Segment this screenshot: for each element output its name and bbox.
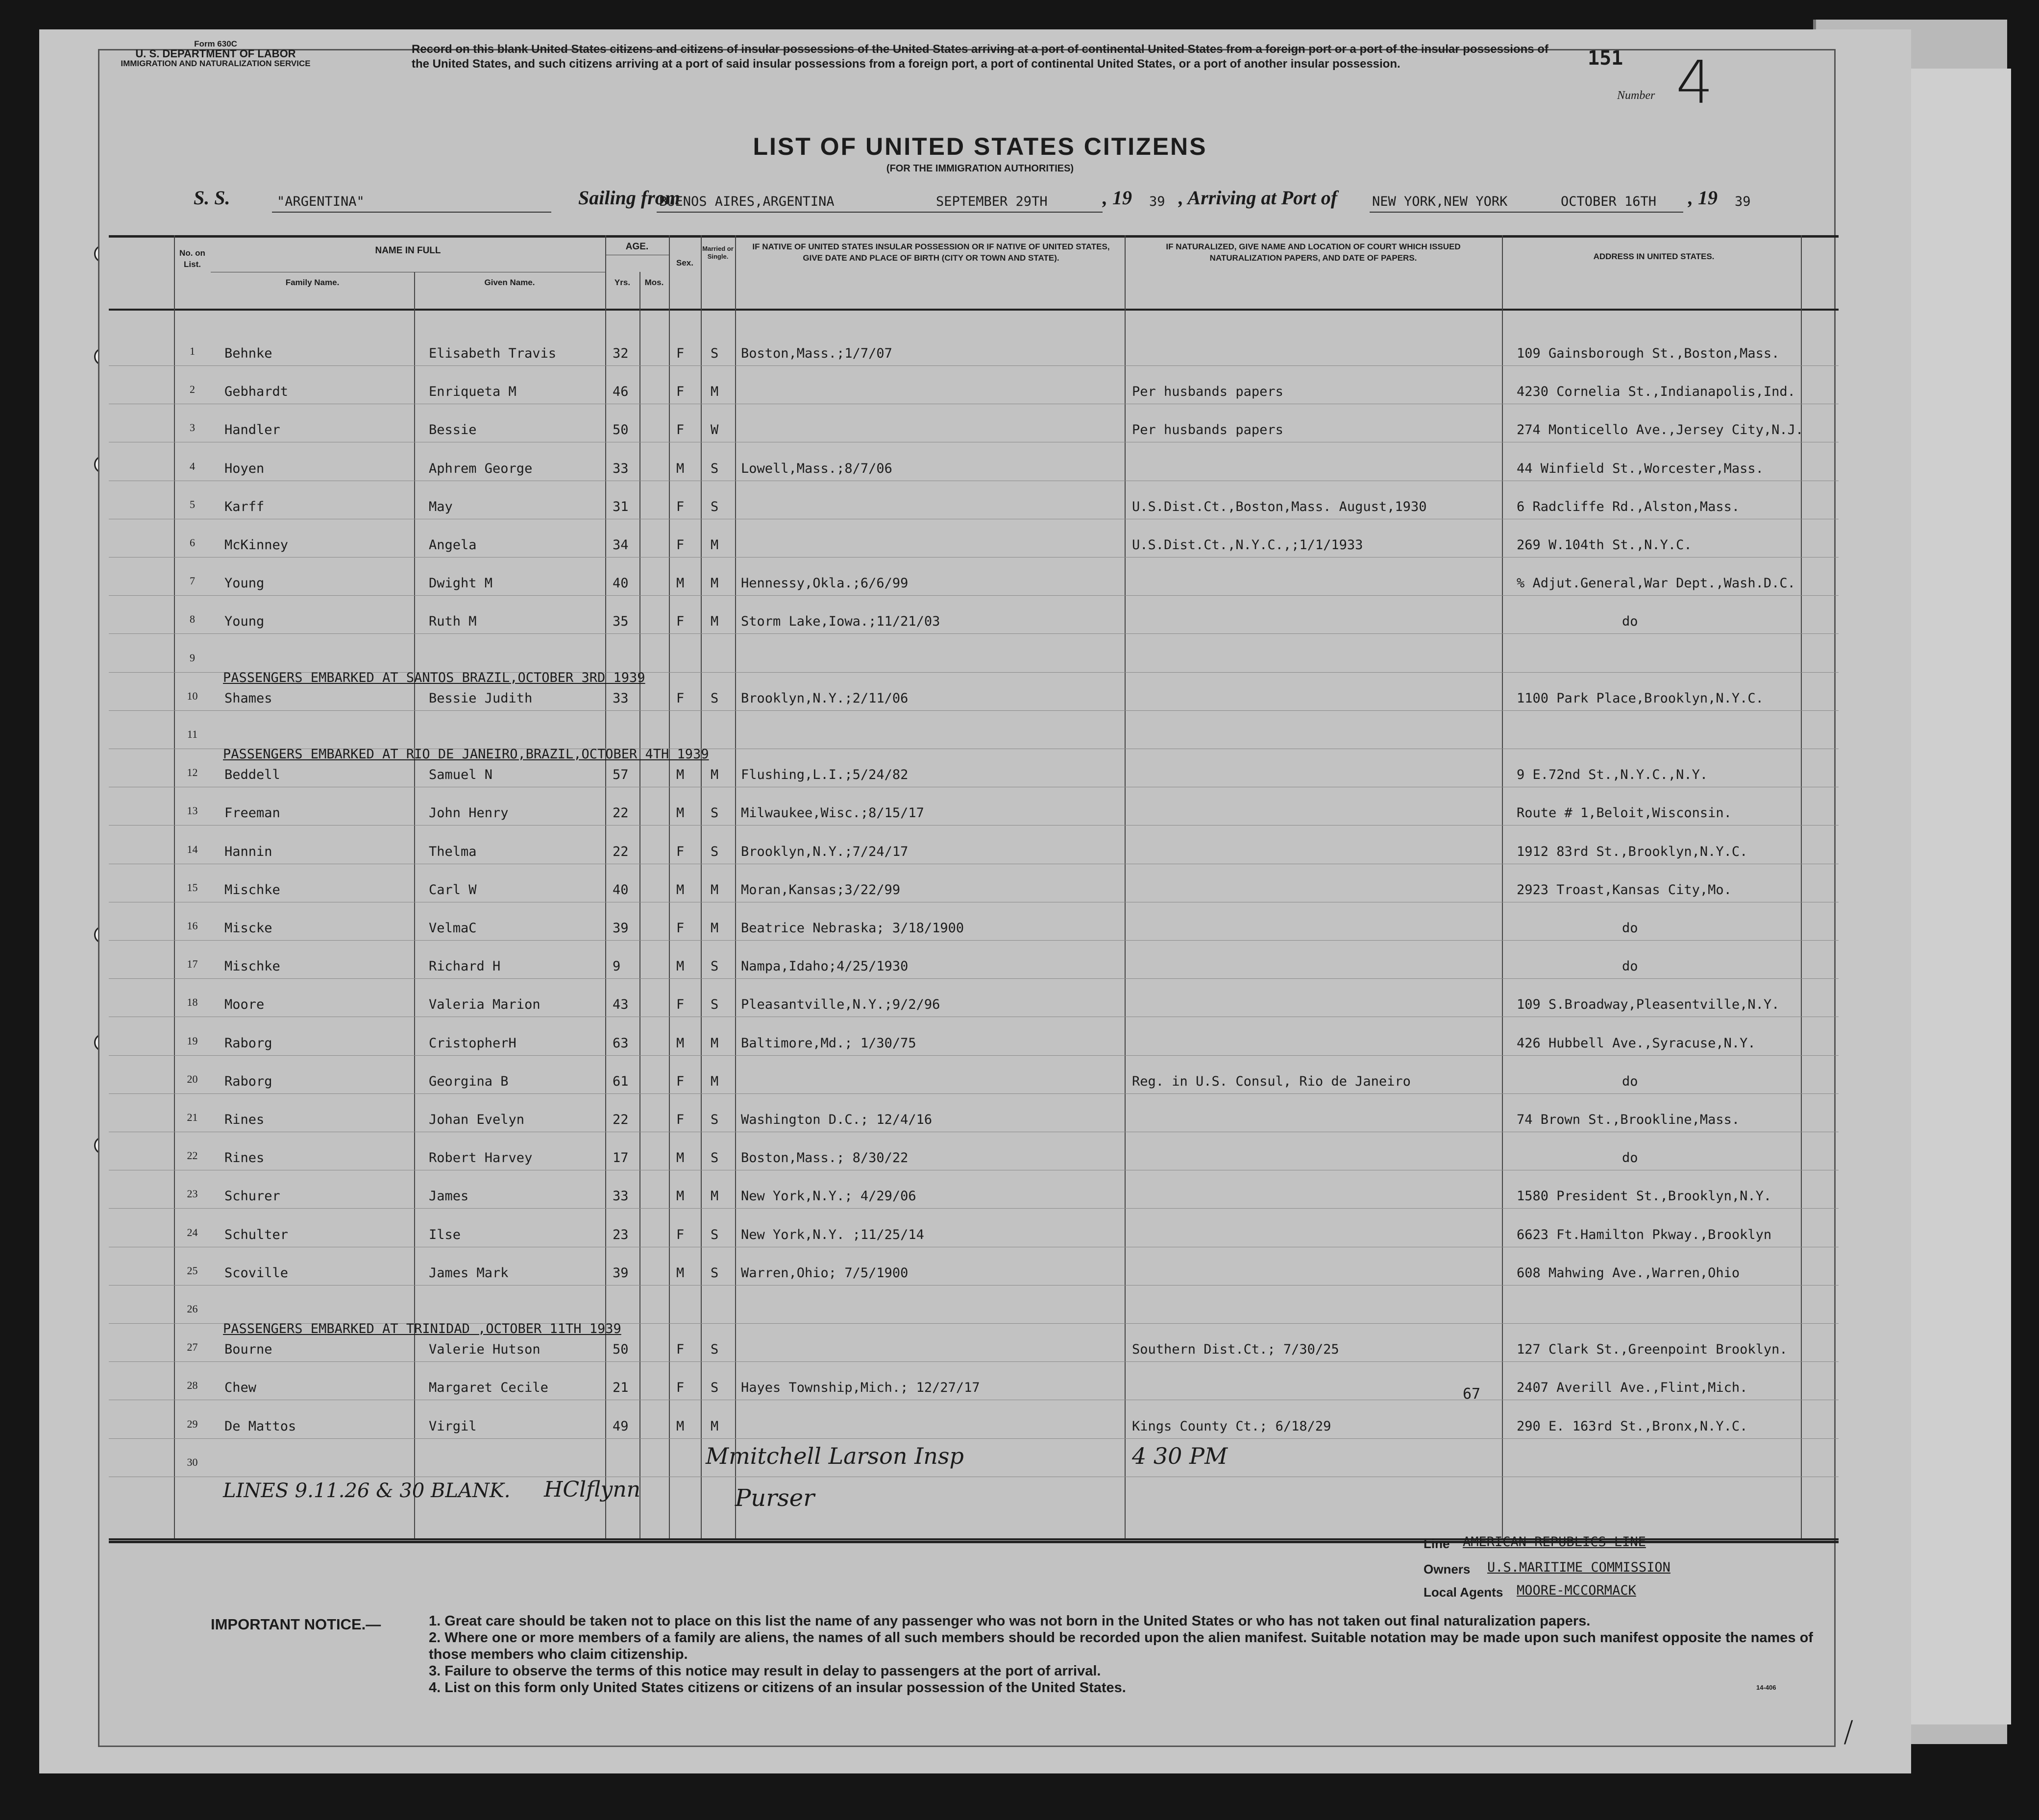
- given-name: James Mark: [429, 1265, 509, 1281]
- given-name: Dwight M: [429, 576, 493, 591]
- sex: F: [676, 690, 685, 706]
- age-years: 9: [613, 959, 621, 974]
- birth-place-date: Moran,Kansas;3/22/99: [741, 882, 901, 898]
- row-number: 29: [187, 1417, 198, 1430]
- family-name: Freeman: [224, 805, 280, 821]
- family-name: Mischke: [224, 959, 280, 974]
- notice-item-3: 3. Failure to observe the terms of this notice may result in delay to passengers at the port of arrival.: [429, 1663, 1101, 1679]
- time-note: 4 30 PM: [1132, 1443, 1228, 1469]
- given-name: Richard H: [429, 959, 501, 974]
- family-name: De Mattos: [224, 1418, 296, 1434]
- row-number: 22: [187, 1149, 198, 1162]
- birth-place-date: Brooklyn,N.Y.;2/11/06: [741, 690, 909, 706]
- row-rule: [109, 1055, 1839, 1056]
- row-rule: [109, 557, 1839, 558]
- notice-item-2: 2. Where one or more members of a family are aliens, the names of all such members should be recorded upon the alien manifest. Suitable notation may be made upon such manifest opposite the names of those members who claim citizenship.: [429, 1630, 1813, 1662]
- sex: M: [676, 1150, 685, 1166]
- sex: M: [676, 959, 685, 974]
- given-name: John Henry: [429, 805, 509, 821]
- row-number: 20: [187, 1072, 198, 1085]
- row-number: 16: [187, 920, 198, 932]
- address: 4230 Cornelia St.,Indianapolis,Ind.: [1517, 384, 1795, 400]
- marital-status: M: [711, 614, 719, 630]
- family-name: Moore: [224, 997, 265, 1013]
- column-rule: [701, 235, 702, 1538]
- age-years: 57: [613, 767, 629, 783]
- address: do: [1622, 959, 1638, 974]
- arrival-year: 39: [1735, 194, 1751, 209]
- family-name: Raborg: [224, 1073, 272, 1089]
- address: 2923 Troast,Kansas City,Mo.: [1517, 882, 1732, 898]
- family-name: Schulter: [224, 1227, 289, 1242]
- row-number: 8: [190, 613, 195, 626]
- marital-status: S: [711, 959, 719, 974]
- given-name: Thelma: [429, 844, 477, 859]
- sex: F: [676, 1073, 685, 1089]
- row-number: 26: [187, 1303, 198, 1315]
- marital-status: S: [711, 844, 719, 859]
- address: 274 Monticello Ave.,Jersey City,N.J.: [1517, 422, 1804, 438]
- record-instructions: Record on this blank United States citizens and citizens of insular possessions of the United States arriving at a port of continental United States from a foreign port or a port of the insular possessions of the United States, and such citizens arriving at a port of said insular possessions from a foreign port, a port of continental United States, or a port of another insular possession.: [412, 43, 1548, 71]
- birth-place-date: Storm Lake,Iowa.;11/21/03: [741, 614, 940, 630]
- given-name: Ruth M: [429, 614, 477, 630]
- arrival-port: NEW YORK,NEW YORK: [1372, 194, 1508, 209]
- birth-place-date: Hennessy,Okla.;6/6/99: [741, 576, 909, 591]
- birth-place-date: Boston,Mass.;1/7/07: [741, 346, 892, 361]
- family-name: Shames: [224, 690, 272, 706]
- row-number: 12: [187, 766, 198, 779]
- address: 44 Winfield St.,Worcester,Mass.: [1517, 461, 1764, 476]
- owners-value: U.S.MARITIME COMMISSION: [1487, 1560, 1671, 1575]
- marital-status: S: [711, 1265, 719, 1281]
- age-years: 21: [613, 1380, 629, 1396]
- birth-place-date: Pleasantville,N.Y.;9/2/96: [741, 997, 940, 1013]
- given-name: May: [429, 499, 453, 514]
- address: 1580 President St.,Brooklyn,N.Y.: [1517, 1189, 1772, 1204]
- age-years: 40: [613, 882, 629, 898]
- address: 426 Hubbell Ave.,Syracuse,N.Y.: [1517, 1035, 1756, 1051]
- col-header-married: Married or Single.: [702, 245, 734, 260]
- owners-label: Owners: [1424, 1562, 1471, 1577]
- blank-lines-note: LINES 9.11.26 & 30 BLANK.: [223, 1480, 511, 1502]
- address: 269 W.104th St.,N.Y.C.: [1517, 537, 1692, 553]
- family-name: McKinney: [224, 537, 289, 553]
- given-name: Enriqueta M: [429, 384, 516, 400]
- given-name: Aphrem George: [429, 461, 533, 476]
- underline: [657, 212, 1103, 213]
- given-name: Johan Evelyn: [429, 1112, 525, 1127]
- row-rule: [109, 365, 1839, 366]
- age-years: 39: [613, 1265, 629, 1281]
- sex: F: [676, 1227, 685, 1242]
- address: % Adjut.General,War Dept.,Wash.D.C.: [1517, 576, 1795, 591]
- address: 1100 Park Place,Brooklyn,N.Y.C.: [1517, 690, 1764, 706]
- given-name: CristopherH: [429, 1035, 516, 1051]
- birth-place-date: Brooklyn,N.Y.;7/24/17: [741, 844, 909, 859]
- given-name: VelmaC: [429, 921, 477, 936]
- inspector-signature: Mmitchell Larson Insp: [706, 1443, 964, 1469]
- agents-value: MOORE-MCCORMACK: [1517, 1583, 1636, 1598]
- row-number: 13: [187, 804, 198, 817]
- row-number: 28: [187, 1379, 198, 1392]
- col-header-given: Given Name.: [484, 278, 535, 287]
- marital-status: M: [711, 1035, 719, 1051]
- col-header-sex: Sex.: [676, 258, 693, 267]
- sex: F: [676, 1380, 685, 1396]
- age-years: 33: [613, 690, 629, 706]
- given-name: Valerie Hutson: [429, 1342, 540, 1358]
- address: 109 Gainsborough St.,Boston,Mass.: [1517, 346, 1780, 361]
- family-name: Gebhardt: [224, 384, 289, 400]
- given-name: Carl W: [429, 882, 477, 898]
- marital-status: S: [711, 997, 719, 1013]
- family-name: Miscke: [224, 921, 272, 936]
- row-number: 5: [190, 498, 195, 510]
- family-name: Raborg: [224, 1035, 272, 1051]
- row-number: 1: [190, 345, 195, 357]
- departure-date: SEPTEMBER 29TH: [936, 194, 1048, 209]
- underline: [272, 212, 551, 213]
- address: 74 Brown St.,Brookline,Mass.: [1517, 1112, 1740, 1127]
- sex: M: [676, 1418, 685, 1434]
- sailing-label: Sailing from: [578, 187, 680, 209]
- age-years: 23: [613, 1227, 629, 1242]
- column-rule: [735, 235, 736, 1538]
- row-rule: [109, 978, 1839, 979]
- row-number: 3: [190, 421, 195, 434]
- row-rule: [109, 1361, 1839, 1362]
- family-name: Beddell: [224, 767, 280, 783]
- address: 1912 83rd St.,Brooklyn,N.Y.C.: [1517, 844, 1748, 859]
- given-name: Margaret Cecile: [429, 1380, 548, 1396]
- age-years: 35: [613, 614, 629, 630]
- marital-status: S: [711, 1150, 719, 1166]
- marital-status: S: [711, 461, 719, 476]
- row-number: 11: [187, 728, 198, 740]
- naturalization: U.S.Dist.Ct.,Boston,Mass. August,1930: [1132, 499, 1427, 514]
- address: 127 Clark St.,Greenpoint Brooklyn.: [1517, 1342, 1788, 1358]
- sex: F: [676, 422, 685, 438]
- section-heading: PASSENGERS EMBARKED AT TRINIDAD ,OCTOBER 11TH 1939: [223, 1321, 621, 1336]
- row-number: 18: [187, 996, 198, 1009]
- back-page-edge: [1901, 69, 2011, 1724]
- service-name: IMMIGRATION AND NATURALIZATION SERVICE: [121, 59, 311, 68]
- marital-status: M: [711, 882, 719, 898]
- birth-place-date: Warren,Ohio; 7/5/1900: [741, 1265, 909, 1281]
- ship-name: "ARGENTINA": [277, 194, 365, 209]
- col-header-birth: IF NATIVE OF UNITED STATES INSULAR POSSESSION OR IF NATIVE OF UNITED STATES, GIVE DATE AND PLACE OF BIRTH (CITY OR TOWN AND STATE).: [752, 242, 1110, 263]
- form-identifier: [64, 39, 368, 69]
- departure-year: 39: [1149, 194, 1165, 209]
- notice-heading: IMPORTANT NOTICE.—: [211, 1616, 381, 1633]
- family-name: Bourne: [224, 1342, 272, 1358]
- given-name: Bessie Judith: [429, 690, 533, 706]
- address: do: [1622, 921, 1638, 936]
- page-title: LIST OF UNITED STATES CITIZENS: [753, 133, 1207, 160]
- sex: M: [676, 1265, 685, 1281]
- row-number: 7: [190, 575, 195, 587]
- birth-place-date: Nampa,Idaho;4/25/1930: [741, 959, 909, 974]
- marital-status: S: [711, 1342, 719, 1358]
- family-name: Behnke: [224, 346, 272, 361]
- row-number: 19: [187, 1034, 198, 1047]
- marital-status: M: [711, 921, 719, 936]
- row-rule: [109, 595, 1839, 596]
- row-rule: [109, 1208, 1839, 1209]
- birth-place-date: Milwaukee,Wisc.;8/15/17: [741, 805, 924, 821]
- marital-status: W: [711, 422, 719, 438]
- row-number: 17: [187, 958, 198, 971]
- row-number: 27: [187, 1341, 198, 1354]
- given-name: Ilse: [429, 1227, 461, 1242]
- age-years: 50: [613, 1342, 629, 1358]
- marital-status: M: [711, 1189, 719, 1204]
- given-name: Bessie: [429, 422, 477, 438]
- row-number: 21: [187, 1111, 198, 1123]
- check-mark: /: [1843, 1715, 1854, 1749]
- sex: M: [676, 767, 685, 783]
- sex: M: [676, 1035, 685, 1051]
- family-name: Chew: [224, 1380, 257, 1396]
- form-number: Form 630C: [194, 39, 237, 49]
- given-name: Georgina B: [429, 1073, 509, 1089]
- column-rule: [1125, 235, 1126, 1538]
- sex: F: [676, 844, 685, 859]
- col-header-no: No. on List.: [179, 248, 205, 269]
- marital-status: S: [711, 805, 719, 821]
- col-header-mos: Mos.: [644, 278, 664, 287]
- sex: F: [676, 384, 685, 400]
- address: 6 Radcliffe Rd.,Alston,Mass.: [1517, 499, 1740, 514]
- row-number: 10: [187, 689, 198, 702]
- year-prefix: , 19: [1103, 187, 1132, 209]
- department-name: U. S. DEPARTMENT OF LABOR: [135, 48, 296, 60]
- family-name: Scoville: [224, 1265, 289, 1281]
- birth-place-date: Baltimore,Md.; 1/30/75: [741, 1035, 916, 1051]
- naturalization: U.S.Dist.Ct.,N.Y.C.,;1/1/1933: [1132, 537, 1363, 553]
- address: Route # 1,Beloit,Wisconsin.: [1517, 805, 1732, 821]
- age-years: 31: [613, 499, 629, 514]
- marital-status: M: [711, 1418, 719, 1434]
- age-years: 43: [613, 997, 629, 1013]
- family-name: Young: [224, 614, 265, 630]
- row-number: 9: [190, 651, 195, 664]
- address: 290 E. 163rd St.,Bronx,N.Y.C.: [1517, 1418, 1748, 1434]
- column-rule: [669, 235, 670, 1538]
- row-rule: [109, 940, 1839, 941]
- marital-status: S: [711, 499, 719, 514]
- marital-status: S: [711, 1380, 719, 1396]
- header-separator: [109, 309, 1839, 311]
- line-value: AMERICAN REPUBLICS LINE: [1463, 1534, 1646, 1550]
- address: 6623 Ft.Hamilton Pkway.,Brooklyn: [1517, 1227, 1772, 1242]
- naturalization: Reg. in U.S. Consul, Rio de Janeiro: [1132, 1073, 1411, 1089]
- given-name: Angela: [429, 537, 477, 553]
- notice-item-1: 1. Great care should be taken not to place on this list the name of any passenger who was not born in the United States or who has not taken out final naturalization papers.: [429, 1613, 1591, 1629]
- marital-status: S: [711, 690, 719, 706]
- age-years: 33: [613, 1189, 629, 1204]
- given-name: Valeria Marion: [429, 997, 540, 1013]
- age-years: 22: [613, 1112, 629, 1127]
- col-header-naturalized: IF NATURALIZED, GIVE NAME AND LOCATION OF COURT WHICH ISSUED NATURALIZATION PAPERS, AND DATE OF PAPERS.: [1166, 242, 1461, 263]
- address: do: [1622, 1073, 1638, 1089]
- family-name: Rines: [224, 1112, 265, 1127]
- page-subtitle: (FOR THE IMMIGRATION AUTHORITIES): [886, 163, 1074, 174]
- age-years: 32: [613, 346, 629, 361]
- given-name: Robert Harvey: [429, 1150, 533, 1166]
- purser-title: Purser: [735, 1484, 815, 1512]
- row-number: 23: [187, 1188, 198, 1200]
- form-code: 14-406: [1756, 1684, 1776, 1691]
- marital-status: M: [711, 384, 719, 400]
- age-years: 33: [613, 461, 629, 476]
- marital-status: S: [711, 1112, 719, 1127]
- age-years: 34: [613, 537, 629, 553]
- sex: M: [676, 461, 685, 476]
- marital-status: M: [711, 767, 719, 783]
- sex: F: [676, 1112, 685, 1127]
- sex: F: [676, 997, 685, 1013]
- row-number: 14: [187, 843, 198, 855]
- list-number: 4: [1676, 49, 1714, 117]
- address: do: [1622, 1150, 1638, 1166]
- naturalization: Southern Dist.Ct.; 7/30/25: [1132, 1342, 1339, 1358]
- year-prefix: , 19: [1688, 187, 1718, 209]
- family-name: Mischke: [224, 882, 280, 898]
- column-rule: [414, 272, 415, 1538]
- marital-status: M: [711, 576, 719, 591]
- row-rule: [109, 633, 1839, 634]
- address: do: [1622, 614, 1638, 630]
- section-heading: PASSENGERS EMBARKED AT RIO DE JANEIRO,BRAZIL,OCTOBER 4TH 1939: [223, 747, 709, 762]
- departure-port: BUENOS AIRES,ARGENTINA: [659, 194, 835, 209]
- age-years: 61: [613, 1073, 629, 1089]
- row-number: 25: [187, 1264, 198, 1277]
- sex: F: [676, 537, 685, 553]
- marital-status: S: [711, 346, 719, 361]
- address: 9 E.72nd St.,N.Y.C.,N.Y.: [1517, 767, 1708, 783]
- stamp-number: 67: [1463, 1385, 1481, 1403]
- age-years: 39: [613, 921, 629, 936]
- agents-label: Local Agents: [1424, 1585, 1503, 1600]
- birth-place-date: New York,N.Y.; 4/29/06: [741, 1189, 916, 1204]
- number-label: Number: [1617, 89, 1655, 102]
- age-years: 49: [613, 1418, 629, 1434]
- birth-place-date: Lowell,Mass.;8/7/06: [741, 461, 892, 476]
- age-years: 46: [613, 384, 629, 400]
- row-number: 24: [187, 1226, 198, 1238]
- sex: M: [676, 882, 685, 898]
- row-rule: [109, 1093, 1839, 1094]
- row-number: 2: [190, 383, 195, 396]
- col-header-family: Family Name.: [285, 278, 340, 287]
- row-number: 15: [187, 881, 198, 894]
- arrival-date: OCTOBER 16TH: [1561, 194, 1657, 209]
- sex: M: [676, 1189, 685, 1204]
- marital-status: S: [711, 1227, 719, 1242]
- marital-status: M: [711, 537, 719, 553]
- sex: M: [676, 576, 685, 591]
- age-years: 22: [613, 805, 629, 821]
- age-years: 63: [613, 1035, 629, 1051]
- age-years: 17: [613, 1150, 629, 1166]
- birth-place-date: Hayes Township,Mich.; 12/27/17: [741, 1380, 980, 1396]
- column-rule: [639, 272, 640, 1538]
- given-name: James: [429, 1189, 469, 1204]
- column-rule: [1502, 235, 1503, 1538]
- sex: F: [676, 499, 685, 514]
- row-rule: [109, 1285, 1839, 1286]
- sex: F: [676, 1342, 685, 1358]
- notice-item-4: 4. List on this form only United States citizens or citizens of an insular possession of the United States.: [429, 1680, 1126, 1696]
- row-number: 4: [190, 460, 195, 472]
- col-header-address: ADDRESS IN UNITED STATES.: [1593, 252, 1715, 261]
- sex: F: [676, 921, 685, 936]
- col-header-yrs: Yrs.: [614, 278, 631, 287]
- family-name: Hoyen: [224, 461, 265, 476]
- row-number: 6: [190, 536, 195, 549]
- column-rule: [605, 235, 606, 1538]
- age-years: 22: [613, 844, 629, 859]
- family-name: Handler: [224, 422, 280, 438]
- naturalization: Per husbands papers: [1132, 384, 1283, 400]
- family-name: Hannin: [224, 844, 272, 859]
- birth-place-date: Flushing,L.I.;5/24/82: [741, 767, 909, 783]
- family-name: Schurer: [224, 1189, 280, 1204]
- family-name: Karff: [224, 499, 265, 514]
- given-name: Samuel N: [429, 767, 493, 783]
- birth-place-date: Washington D.C.; 12/4/16: [741, 1112, 933, 1127]
- birth-place-date: New York,N.Y. ;11/25/14: [741, 1227, 924, 1242]
- row-number: 30: [187, 1456, 198, 1468]
- col-header-name: NAME IN FULL: [375, 245, 441, 256]
- address: 608 Mahwing Ave.,Warren,Ohio: [1517, 1265, 1740, 1281]
- marital-status: M: [711, 1073, 719, 1089]
- birth-place-date: Beatrice Nebraska; 3/18/1900: [741, 921, 964, 936]
- age-years: 40: [613, 576, 629, 591]
- birth-place-date: Boston,Mass.; 8/30/22: [741, 1150, 909, 1166]
- age-years: 50: [613, 422, 629, 438]
- given-name: Elisabeth Travis: [429, 346, 557, 361]
- sex: M: [676, 805, 685, 821]
- ss-label: S. S.: [194, 187, 230, 209]
- row-rule: [109, 710, 1839, 711]
- line-label: Line: [1424, 1536, 1450, 1551]
- given-name: Virgil: [429, 1418, 477, 1434]
- address: 2407 Averill Ave.,Flint,Mich.: [1517, 1380, 1748, 1396]
- underline: [1370, 212, 1683, 213]
- naturalization: Per husbands papers: [1132, 422, 1283, 438]
- address: 109 S.Broadway,Pleasentville,N.Y.: [1517, 997, 1780, 1013]
- arriving-label: , Arriving at Port of: [1179, 187, 1338, 209]
- sex: F: [676, 614, 685, 630]
- row-rule: [109, 1438, 1839, 1439]
- section-heading: PASSENGERS EMBARKED AT SANTOS BRAZIL,OCTOBER 3RD 1939: [223, 670, 645, 685]
- sex: F: [676, 346, 685, 361]
- family-name: Rines: [224, 1150, 265, 1166]
- document-number: 151: [1588, 47, 1623, 70]
- naturalization: Kings County Ct.; 6/18/29: [1132, 1418, 1331, 1434]
- family-name: Young: [224, 576, 265, 591]
- col-header-age: AGE.: [625, 242, 649, 252]
- purser-signature: HClflynn: [544, 1477, 640, 1502]
